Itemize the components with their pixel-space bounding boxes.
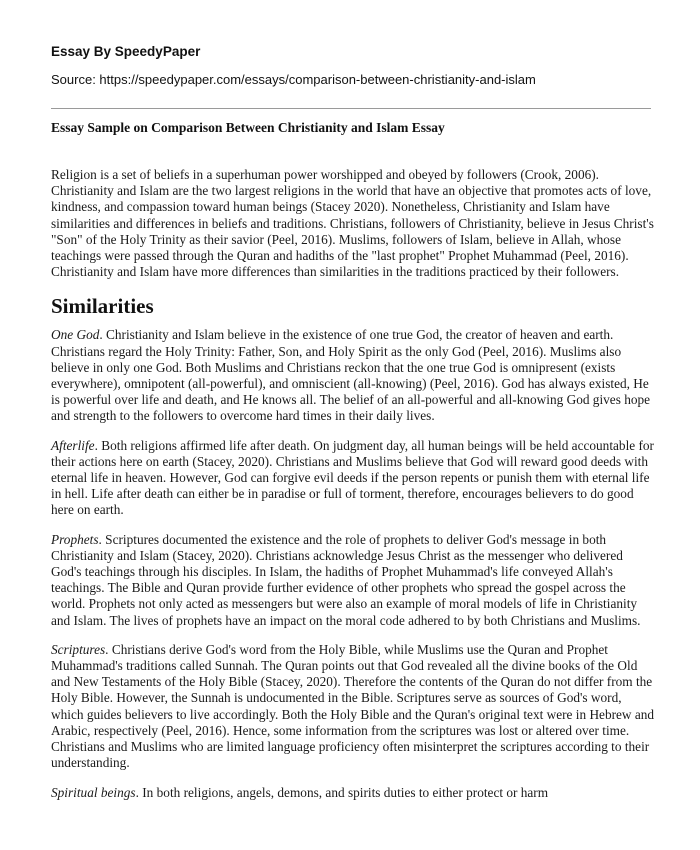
source-url: Source: https://speedypaper.com/essays/comparison-between-christianity-and-islam bbox=[51, 72, 536, 87]
paragraph-text: . In both religions, angels, demons, and spirits duties to either protect or harm bbox=[135, 784, 549, 800]
paragraph-one-god bbox=[51, 327, 655, 424]
paragraph-scriptures bbox=[51, 642, 655, 772]
paragraph-prophets bbox=[51, 532, 655, 629]
paragraph-term: Scriptures bbox=[51, 641, 106, 657]
paragraph-spiritual-beings bbox=[51, 785, 655, 801]
paragraph-term: Afterlife bbox=[51, 437, 95, 453]
essay-body bbox=[51, 167, 655, 814]
paragraph-text: . Christianity and Islam believe in the existence of one true God, the creator of heaven and earth. Christians regard the Holy Trinity: Father, Son, and Holy Spirit as the only God (Peel, 2016). Muslims also believe in only one God. Both Muslims and Christians reckon that the one true God is omnipresent (exists everywhere), omnipotent (all-powerful), and omniscient (all-knowing) (Peel, 2016). God has always existed, He is powerful over life and death, and He knows all. The belief of an all-powerful and all-knowing God gives hope and strength to the followers to overcome hard times in their daily lives. bbox=[51, 327, 651, 424]
header-divider bbox=[51, 108, 651, 109]
paragraph-text: . Christians derive God's word from the Holy Bible, while Muslims use the Quran and Prophet Muhammad's traditions called Sunnah. The Quran points out that God revealed all the divine books of the Old and New Testaments of the Holy Bible (Stacey, 2020). Therefore the contents of the Quran do not differ from the Holy Bible. However, the Sunnah is undocumented in the Bible. Scriptures serve as sources of God's word, which guides believers to live accordingly. Both the Holy Bible and the Quran's original text were in Hebrew and Arabic, respectively (Peel, 2016). Hence, some information from the scriptures was lost or altered over time. Christians and Muslims who are limited language proficiency often misinterpret the scriptures according to their understanding. bbox=[51, 641, 655, 771]
intro-paragraph: Religion is a set of beliefs in a superhuman power worshipped and obeyed by followers (Crook, 2006). Christianity and Islam are the two largest religions in the world that have an objective that promotes acts of love, kindness, and compassion toward human beings (Stacey 2020). Nonetheless, Christianity and Islam have similarities and differences in beliefs and traditions. Christians, followers of Christianity, believe in Jesus Christ's "Son" of the Holy Trinity as their savior (Peel, 2016). Muslims, followers of Islam, believe in Allah, whose teachings were passed through the Quran and hadiths of the "last prophet" Prophet Muhammad (Peel, 2016). Christianity and Islam have more differences than similarities in the traditions practiced by their followers. bbox=[51, 167, 654, 280]
paragraph-term: Spiritual beings bbox=[51, 784, 136, 800]
paragraph-text: . Scriptures documented the existence and the role of prophets to deliver God's message in both Christianity and Islam (Stacey, 2020). Christians acknowledge Jesus Christ as the messenger who delivered God's teachings through his disciples. In Islam, the hadiths of Prophet Muhammad's life conveyed Allah's teachings. The Bible and Quran provide further evidence of other prophets who spread the gospel across the world. Prophets not only acted as messengers but were also an example of moral models of life in Christianity and Islam. The lives of prophets have an impact on the moral code adhered to by both Christians and Muslims. bbox=[51, 531, 641, 628]
paragraph-afterlife bbox=[51, 438, 655, 519]
brand-name: Essay By SpeedyPaper bbox=[51, 44, 201, 59]
paragraph-term: Prophets bbox=[51, 531, 99, 547]
section-heading: Similarities bbox=[51, 294, 154, 319]
paragraph-term: One God bbox=[51, 327, 100, 343]
paragraph-text: . Both religions affirmed life after death. On judgment day, all human beings will be held accountable for their actions here on earth (Stacey, 2020). Christians and Muslims believe that God will reward good deeds with eternal life in heaven. However, God can forgive evil deeds if the person repents or punish them with eternal life in hell. Life after death can either be in paradise or full of torment, therefore, encourages believers to do good here on earth. bbox=[51, 437, 654, 518]
essay-title: Essay Sample on Comparison Between Christianity and Islam Essay bbox=[51, 120, 445, 135]
